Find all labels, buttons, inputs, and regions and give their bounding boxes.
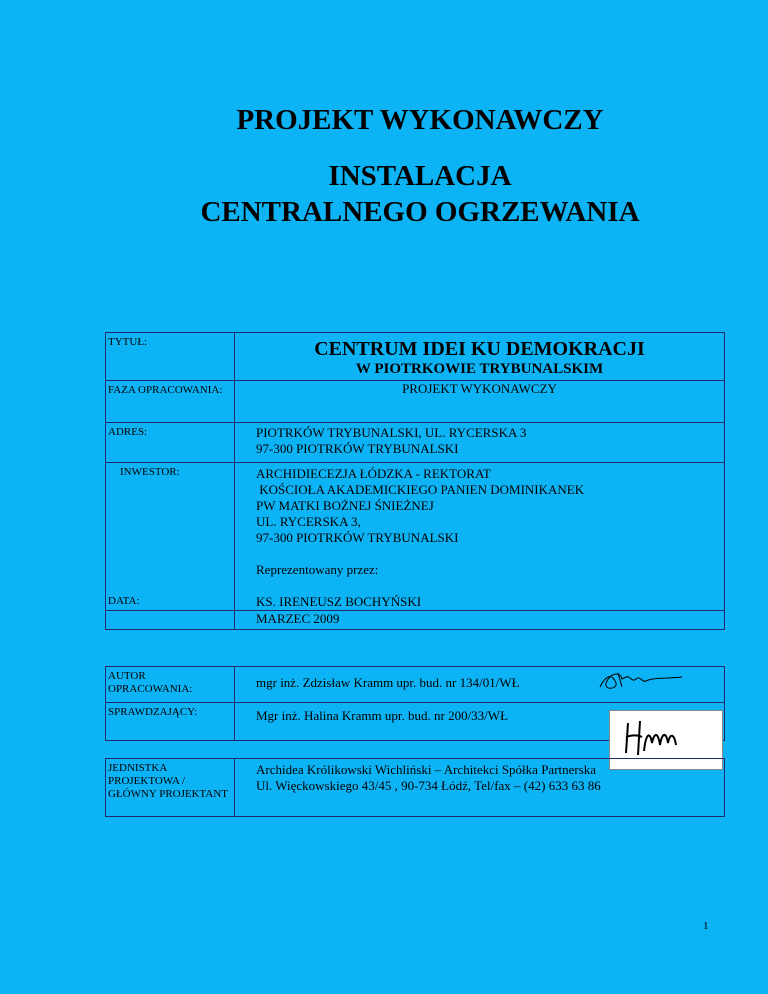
project-name: CENTRUM IDEI KU DEMOKRACJI xyxy=(314,338,645,360)
investor-line: ARCHIDIECEZJA ŁÓDZKA - REKTORAT xyxy=(256,466,491,481)
represented-by-label: Reprezentowany przez: xyxy=(256,562,379,577)
investor-line: UL. RYCERSKA 3, xyxy=(256,514,361,529)
investor-label: INWESTOR: xyxy=(120,466,180,478)
phase-value: PROJEKT WYKONAWCZY xyxy=(235,381,725,423)
title-label: TYTUŁ: xyxy=(106,333,235,381)
author-text: mgr inż. Zdzisław Kramm upr. bud. nr 134/01/WŁ xyxy=(256,675,520,690)
investor-line: PW MATKI BOŻNEJ ŚNIEŻNEJ xyxy=(256,498,434,513)
author-signature-icon xyxy=(596,669,688,693)
date-label: DATA: xyxy=(108,595,140,607)
investor-line: 97-300 PIOTRKÓW TRYBUNALSKI xyxy=(256,530,459,545)
address-label: ADRES: xyxy=(106,423,235,463)
phase-label: FAZA OPRACOWANIA: xyxy=(106,381,235,423)
design-unit-label: JEDNISTKA PROJEKTOWA / GŁÓWNY PROJEKTANT xyxy=(106,759,235,817)
checker-label: SPRAWDZAJĄCY: xyxy=(106,703,235,741)
subtitle-line-1: INSTALACJA xyxy=(328,160,512,192)
investor-label-cell xyxy=(106,463,235,611)
project-info-table xyxy=(105,332,725,630)
design-unit-value xyxy=(235,759,725,817)
design-unit-table xyxy=(105,758,725,817)
investor-value xyxy=(235,463,725,611)
page-number: 1 xyxy=(703,920,709,932)
design-unit-line-1: Archidea Królikowski Wichliński – Architekci Spółka Partnerska xyxy=(256,762,597,777)
design-unit-line-2: Ul. Więckowskiego 43/45 , 90-734 Łódź, Tel/fax – (42) 633 63 86 xyxy=(256,778,601,793)
address-line-1: PIOTRKÓW TRYBUNALSKI, UL. RYCERSKA 3 xyxy=(256,425,527,440)
document-title: PROJEKT WYKONAWCZY xyxy=(236,104,604,136)
subtitle-line-2: CENTRALNEGO OGRZEWANIA xyxy=(200,196,640,228)
project-place: W PIOTRKOWIE TRYBUNALSKIM xyxy=(355,361,604,377)
author-value xyxy=(235,667,725,703)
document-subtitle xyxy=(0,158,768,230)
investor-line: KOŚCIOŁA AKADEMICKIEGO PANIEN DOMINIKANEK xyxy=(256,482,585,497)
representative-name: KS. IRENEUSZ BOCHYŃSKI xyxy=(256,594,422,609)
date-label-spacer xyxy=(106,611,235,630)
checker-value: Mgr inż. Halina Kramm upr. bud. nr 200/33/WŁ xyxy=(235,703,725,741)
address-line-2: 97-300 PIOTRKÓW TRYBUNALSKI xyxy=(256,441,459,456)
title-cell xyxy=(235,333,725,381)
date-value: MARZEC 2009 xyxy=(235,611,725,630)
address-value xyxy=(235,423,725,463)
author-label: AUTOR OPRACOWANIA: xyxy=(106,667,235,703)
